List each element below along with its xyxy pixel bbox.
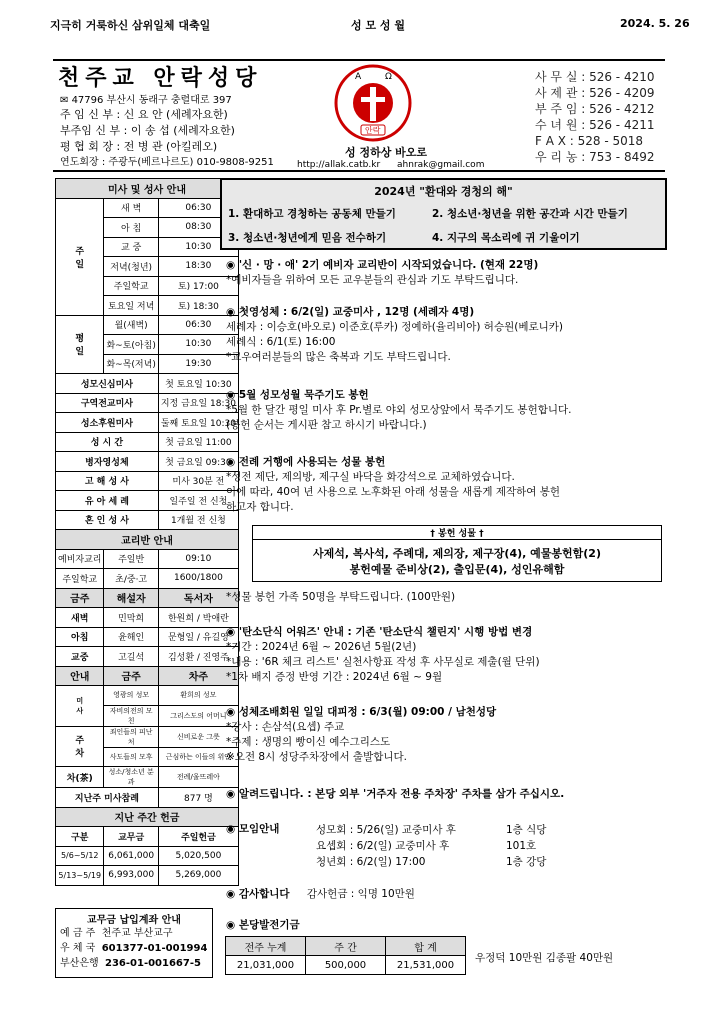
meeting-place: 101호 (506, 840, 537, 852)
notice-heading: ◉ '신 · 망 · 애' 2기 예비자 교리반이 시작되었습니다. (현재 22명) (226, 259, 539, 271)
issue-date: 2024. 5. 26 (620, 17, 690, 30)
meeting-text: 성모회 : 5/26(일) 교중미사 후 (316, 824, 456, 836)
bank-box (55, 908, 213, 978)
notice-line: *예비자들을 위하여 모든 교우분들의 관심과 기도 부탁드립니다. (226, 274, 519, 286)
mass-name: 월(새벽) (104, 315, 158, 335)
mass-name: 저녁(청년) (104, 257, 158, 277)
theme-item: 1. 환대하고 경청하는 공동체 만들기 (228, 208, 396, 220)
month-name: 성 모 성 월 (351, 19, 405, 32)
roles-cell: 새벽 (56, 608, 104, 628)
roles-cell: 교중 (56, 647, 104, 667)
email-link[interactable]: ahnrak@gmail.com (397, 160, 485, 170)
notice-line: 이에 따라, 40여 년 사용으로 노후화된 아래 성물을 새롭게 제작하여 봉헌 (226, 486, 561, 498)
guide-head: 안내 (56, 666, 104, 686)
guide-cell: 전례/울뜨레아 (158, 767, 238, 788)
roles-cell: 아침 (56, 627, 104, 647)
notice-line: 하고자 합니다. (226, 501, 294, 513)
mass-time: 06:30 (158, 198, 238, 218)
notice-parking (226, 787, 666, 802)
notice-line: *기간 : 2024년 6월 ~ 2026년 5월(2년) (226, 641, 417, 653)
mass-name: 교 중 (104, 237, 158, 257)
bank-label: 우 체 국 (60, 943, 96, 954)
offer-line: 사제석, 복사석, 주례대, 제의장, 제구장(4), 예물봉헌함(2) (313, 547, 601, 560)
collection-cell: 6,993,000 (104, 866, 158, 886)
mass-name: 주일학교 (104, 276, 158, 296)
offer-box (252, 525, 662, 582)
notice-carbon (226, 625, 666, 685)
thanks (226, 887, 666, 902)
notice-line: *1차 배지 증정 반영 기간 : 2024년 6월 ~ 9월 (226, 671, 443, 683)
mass-time: 토) 18:30 (158, 296, 238, 316)
special-name: 유 아 세 례 (56, 491, 159, 511)
sunday-label: 주 일 (56, 198, 104, 315)
bank-value: 236-01-001667-5 (105, 958, 201, 969)
parish-address: ✉ 47796 부산시 동래구 충렬대로 397 (60, 95, 232, 106)
attendance-value: 877 명 (158, 788, 238, 808)
logo-bottom-text: 안락 (365, 126, 381, 135)
mass-time: 08:30 (158, 218, 238, 238)
offer-title: † 봉헌 성물 † (253, 526, 661, 540)
mass-name: 화~토(아침) (104, 335, 158, 355)
notice-catechism (226, 258, 666, 288)
mass-title: 미사 및 성사 안내 (56, 179, 239, 199)
collection-cell: 5,020,500 (158, 846, 238, 866)
attendance-label: 지난주 미사참례 (56, 788, 159, 808)
notice-heading: ◉ 알려드립니다. : 본당 외부 '거주자 전용 주차장' 주차를 삼가 주십시오. (226, 788, 565, 800)
contact-convent: 수 녀 원 : 526 - 4211 (535, 118, 655, 132)
offer-line: 봉헌예물 준비상(2), 출입문(4), 성인유해함 (349, 563, 565, 576)
meetings (226, 822, 666, 868)
collection-cell: 5,269,000 (158, 866, 238, 886)
guide-cell: 자비의전의 모친 (104, 705, 158, 726)
dev-value: 21,531,000 (386, 956, 466, 975)
notice-heading: ◉ 전례 거행에 사용되는 성물 봉헌 (226, 456, 386, 468)
notice-line: *주제 : 생명의 빵이신 예수그리스도 (226, 736, 391, 748)
notice-heading: ◉ 성체조배회원 일일 대피정 : 6/3(월) 09:00 / 남천성당 (226, 706, 497, 718)
guide-cell: 신비로운 그릇 (158, 726, 238, 747)
notice-line: *내용 : '6R 체크 리스트' 실천사항표 작성 후 사무실로 제출(월 단위) (226, 656, 540, 668)
alumni-president: 연도회장 : 주광두(베르나르도) 010-9808-9251 (60, 157, 274, 168)
collection-title: 지난 주간 헌금 (56, 807, 239, 827)
special-time: 첫 금요일 09:30 (158, 452, 238, 472)
special-name: 병자영성체 (56, 452, 159, 472)
class-cell: 주일학교 (56, 569, 104, 589)
special-time: 미사 30분 전 (158, 471, 238, 491)
notice-line: (봉헌 순서는 게시판 참고 하시기 바랍니다.) (226, 419, 427, 431)
collection-cell: 6,061,000 (104, 846, 158, 866)
alpha-letter: A (355, 72, 362, 82)
guide-cell: 근심하는 이들의 위안 (158, 747, 238, 767)
theme-item: 2. 청소년·청년을 위한 공간과 시간 만들기 (432, 208, 628, 220)
guide-head: 차주 (158, 666, 238, 686)
mass-name: 화~목(저녁) (104, 354, 158, 374)
roles-cell: 민막희 (104, 608, 158, 628)
omega-letter: Ω (385, 72, 392, 82)
special-time: 첫 토요일 10:30 (158, 374, 238, 394)
notice-line: ※오전 8시 성당주차장에서 출발합니다. (226, 751, 407, 763)
website-link[interactable]: http://allak.catb.kr (297, 160, 381, 170)
contact-farm: 우 리 농 : 753 - 8492 (535, 150, 655, 164)
notice-retreat (226, 705, 666, 765)
collection-cell: 5/13~5/19 (56, 866, 104, 886)
parish-logo (333, 63, 413, 143)
council-president: 평 협 회 장 : 전 병 관 (아킬레오) (60, 140, 218, 153)
collection-head: 구분 (56, 827, 104, 847)
contact-office: 사 무 실 : 526 - 4210 (535, 70, 655, 84)
patron-saint: 성 정하상 바오로 (345, 146, 428, 159)
guide-cell: 성소/청소년 분과 (104, 767, 158, 788)
meetings-heading: ◉ 모임안내 (226, 823, 280, 835)
bank-title: 교무금 납입계좌 안내 (87, 915, 181, 926)
class-cell: 1600/1800 (158, 569, 238, 589)
bank-value: 천주교 부산교구 (101, 928, 173, 939)
mi-label: 미 사 (56, 686, 104, 727)
development-heading: ◉ 본당발전기금 (226, 919, 300, 931)
theme-item: 3. 청소년·청년에게 믿음 전수하기 (228, 232, 387, 244)
roles-cell: 고길석 (104, 647, 158, 667)
guide-cell: 사도들의 모후 (104, 747, 158, 767)
roles-cell: 김성환 / 진영주 (158, 647, 238, 667)
mass-time: 10:30 (158, 335, 238, 355)
collection-head: 주일헌금 (158, 827, 238, 847)
dev-value: 500,000 (306, 956, 386, 975)
notice-heading: ◉ 5월 성모성월 묵주기도 봉헌 (226, 389, 369, 401)
class-cell: 09:10 (158, 549, 238, 569)
theme-item: 4. 지구의 목소리에 귀 기울이기 (432, 232, 580, 244)
roles-cell: 문형일 / 유길영 (158, 627, 238, 647)
weekday-label: 평 일 (56, 315, 104, 374)
special-time: 지정 금요일 18:30 (158, 393, 238, 413)
guide-cell: 죄인들의 피난처 (104, 726, 158, 747)
guide-cell: 그리스도의 어머니 (158, 705, 238, 726)
pastor: 주 임 신 부 : 신 요 안 (세례자요한) (60, 108, 228, 121)
dev-head: 합 계 (386, 937, 466, 956)
special-name: 고 해 성 사 (56, 471, 159, 491)
collection-head: 교무금 (104, 827, 158, 847)
dev-head: 전주 누계 (226, 937, 306, 956)
offer-note: *성물 봉헌 가족 50명을 부탁드립니다. (100만원) (226, 591, 456, 603)
guide-cell: 환희의 성모 (158, 686, 238, 706)
mass-time: 토) 17:00 (158, 276, 238, 296)
roles-cell: 한원희 / 박애란 (158, 608, 238, 628)
mass-time: 19:30 (158, 354, 238, 374)
notice-heading: ◉ '탄소단식 어워즈' 안내 : 기존 '탄소단식 챌린지' 시행 방법 변경 (226, 626, 533, 638)
thanks-text: 감사헌금 : 익명 10만원 (306, 888, 415, 900)
notice-rosary (226, 388, 666, 433)
class-cell: 초/중·고 (104, 569, 158, 589)
special-time: 첫 금요일 11:00 (158, 432, 238, 452)
special-name: 성모신심미사 (56, 374, 159, 394)
mass-name: 아 침 (104, 218, 158, 238)
mass-time: 18:30 (158, 257, 238, 277)
contact-links (297, 160, 484, 170)
development-table (225, 936, 466, 975)
top-bar (28, 15, 696, 35)
meeting-text: 청년회 : 6/2(일) 17:00 (316, 856, 426, 868)
bank-label: 부산은행 (60, 958, 99, 969)
notice-line: 세례식 : 6/1(토) 16:00 (226, 336, 336, 348)
roles-head: 독서자 (158, 588, 238, 608)
contact-assistant: 부 주 임 : 526 - 4212 (535, 102, 655, 116)
special-time: 1개월 전 신청 (158, 510, 238, 530)
assistant-pastor: 부주임 신 부 : 이 송 섭 (세례자요한) (60, 124, 235, 137)
notice-line: *교우여러분들의 많은 축복과 기도 부탁드립니다. (226, 351, 451, 363)
roles-head: 해설자 (104, 588, 158, 608)
theme-title: 2024년 "환대와 경청의 해" (374, 185, 513, 198)
ju-label: 주 차 (56, 726, 104, 767)
theme-box (220, 178, 667, 250)
bank-value: 601377-01-001994 (101, 943, 208, 954)
guide-cell: 영광의 성모 (104, 686, 158, 706)
roles-head: 금주 (56, 588, 104, 608)
contact-fax: F A X : 528 - 5018 (535, 134, 644, 148)
class-cell: 주일반 (104, 549, 158, 569)
notice-first-communion (226, 305, 666, 365)
meeting-place: 1층 강당 (506, 856, 547, 868)
notice-offering (226, 455, 666, 515)
mass-name: 토요일 저녁 (104, 296, 158, 316)
development-donors: 우정덕 10만원 김종팔 40만원 (475, 952, 614, 964)
notice-line: *성전 제단, 제의방, 제구실 바닥을 화강석으로 교체하였습니다. (226, 471, 515, 483)
notice-line: *5월 한 달간 평일 미사 후 Pr.별로 야외 성모상앞에서 묵주기도 봉헌합니다. (226, 404, 572, 416)
special-time: 일주일 전 신청 (158, 491, 238, 511)
special-name: 성소후원미사 (56, 413, 159, 433)
bank-label: 예 금 주 (60, 928, 96, 939)
mass-time: 10:30 (158, 237, 238, 257)
special-name: 구역전교미사 (56, 393, 159, 413)
contact-rectory: 사 제 관 : 526 - 4209 (535, 86, 655, 100)
feast-name: 지극히 거룩하신 삼위일체 대축일 (50, 19, 211, 32)
special-name: 혼 인 성 사 (56, 510, 159, 530)
mass-time: 06:30 (158, 315, 238, 335)
contact-list (535, 69, 654, 165)
special-time: 둘째 토요일 10:30 (158, 413, 238, 433)
class-title: 교리반 안내 (56, 530, 239, 550)
special-name: 성 시 간 (56, 432, 159, 452)
left-info-table (55, 178, 239, 886)
dev-value: 21,031,000 (226, 956, 306, 975)
class-cell: 예비자교리 (56, 549, 104, 569)
mass-name: 새 벽 (104, 198, 158, 218)
roles-cell: 윤해인 (104, 627, 158, 647)
notice-heading: ◉ 첫영성체 : 6/2(일) 교중미사 , 12명 (세례자 4명) (226, 306, 475, 318)
notice-line: 세례자 : 이승호(바오로) 이준호(루카) 정예하(율리비아) 허승원(베로니카) (226, 321, 564, 333)
meeting-place: 1층 식당 (506, 824, 547, 836)
thanks-heading: ◉ 감사합니다 (226, 888, 290, 900)
guide-cell: 차(茶) (56, 767, 104, 788)
collection-cell: 5/6~5/12 (56, 846, 104, 866)
dev-head: 주 간 (306, 937, 386, 956)
parish-name: 천주교 안락성당 (58, 65, 263, 91)
meeting-text: 요셉회 : 6/2(일) 교중미사 후 (316, 840, 450, 852)
notice-line: *강사 : 손삼석(요셉) 주교 (226, 721, 345, 733)
guide-head: 금주 (104, 666, 158, 686)
